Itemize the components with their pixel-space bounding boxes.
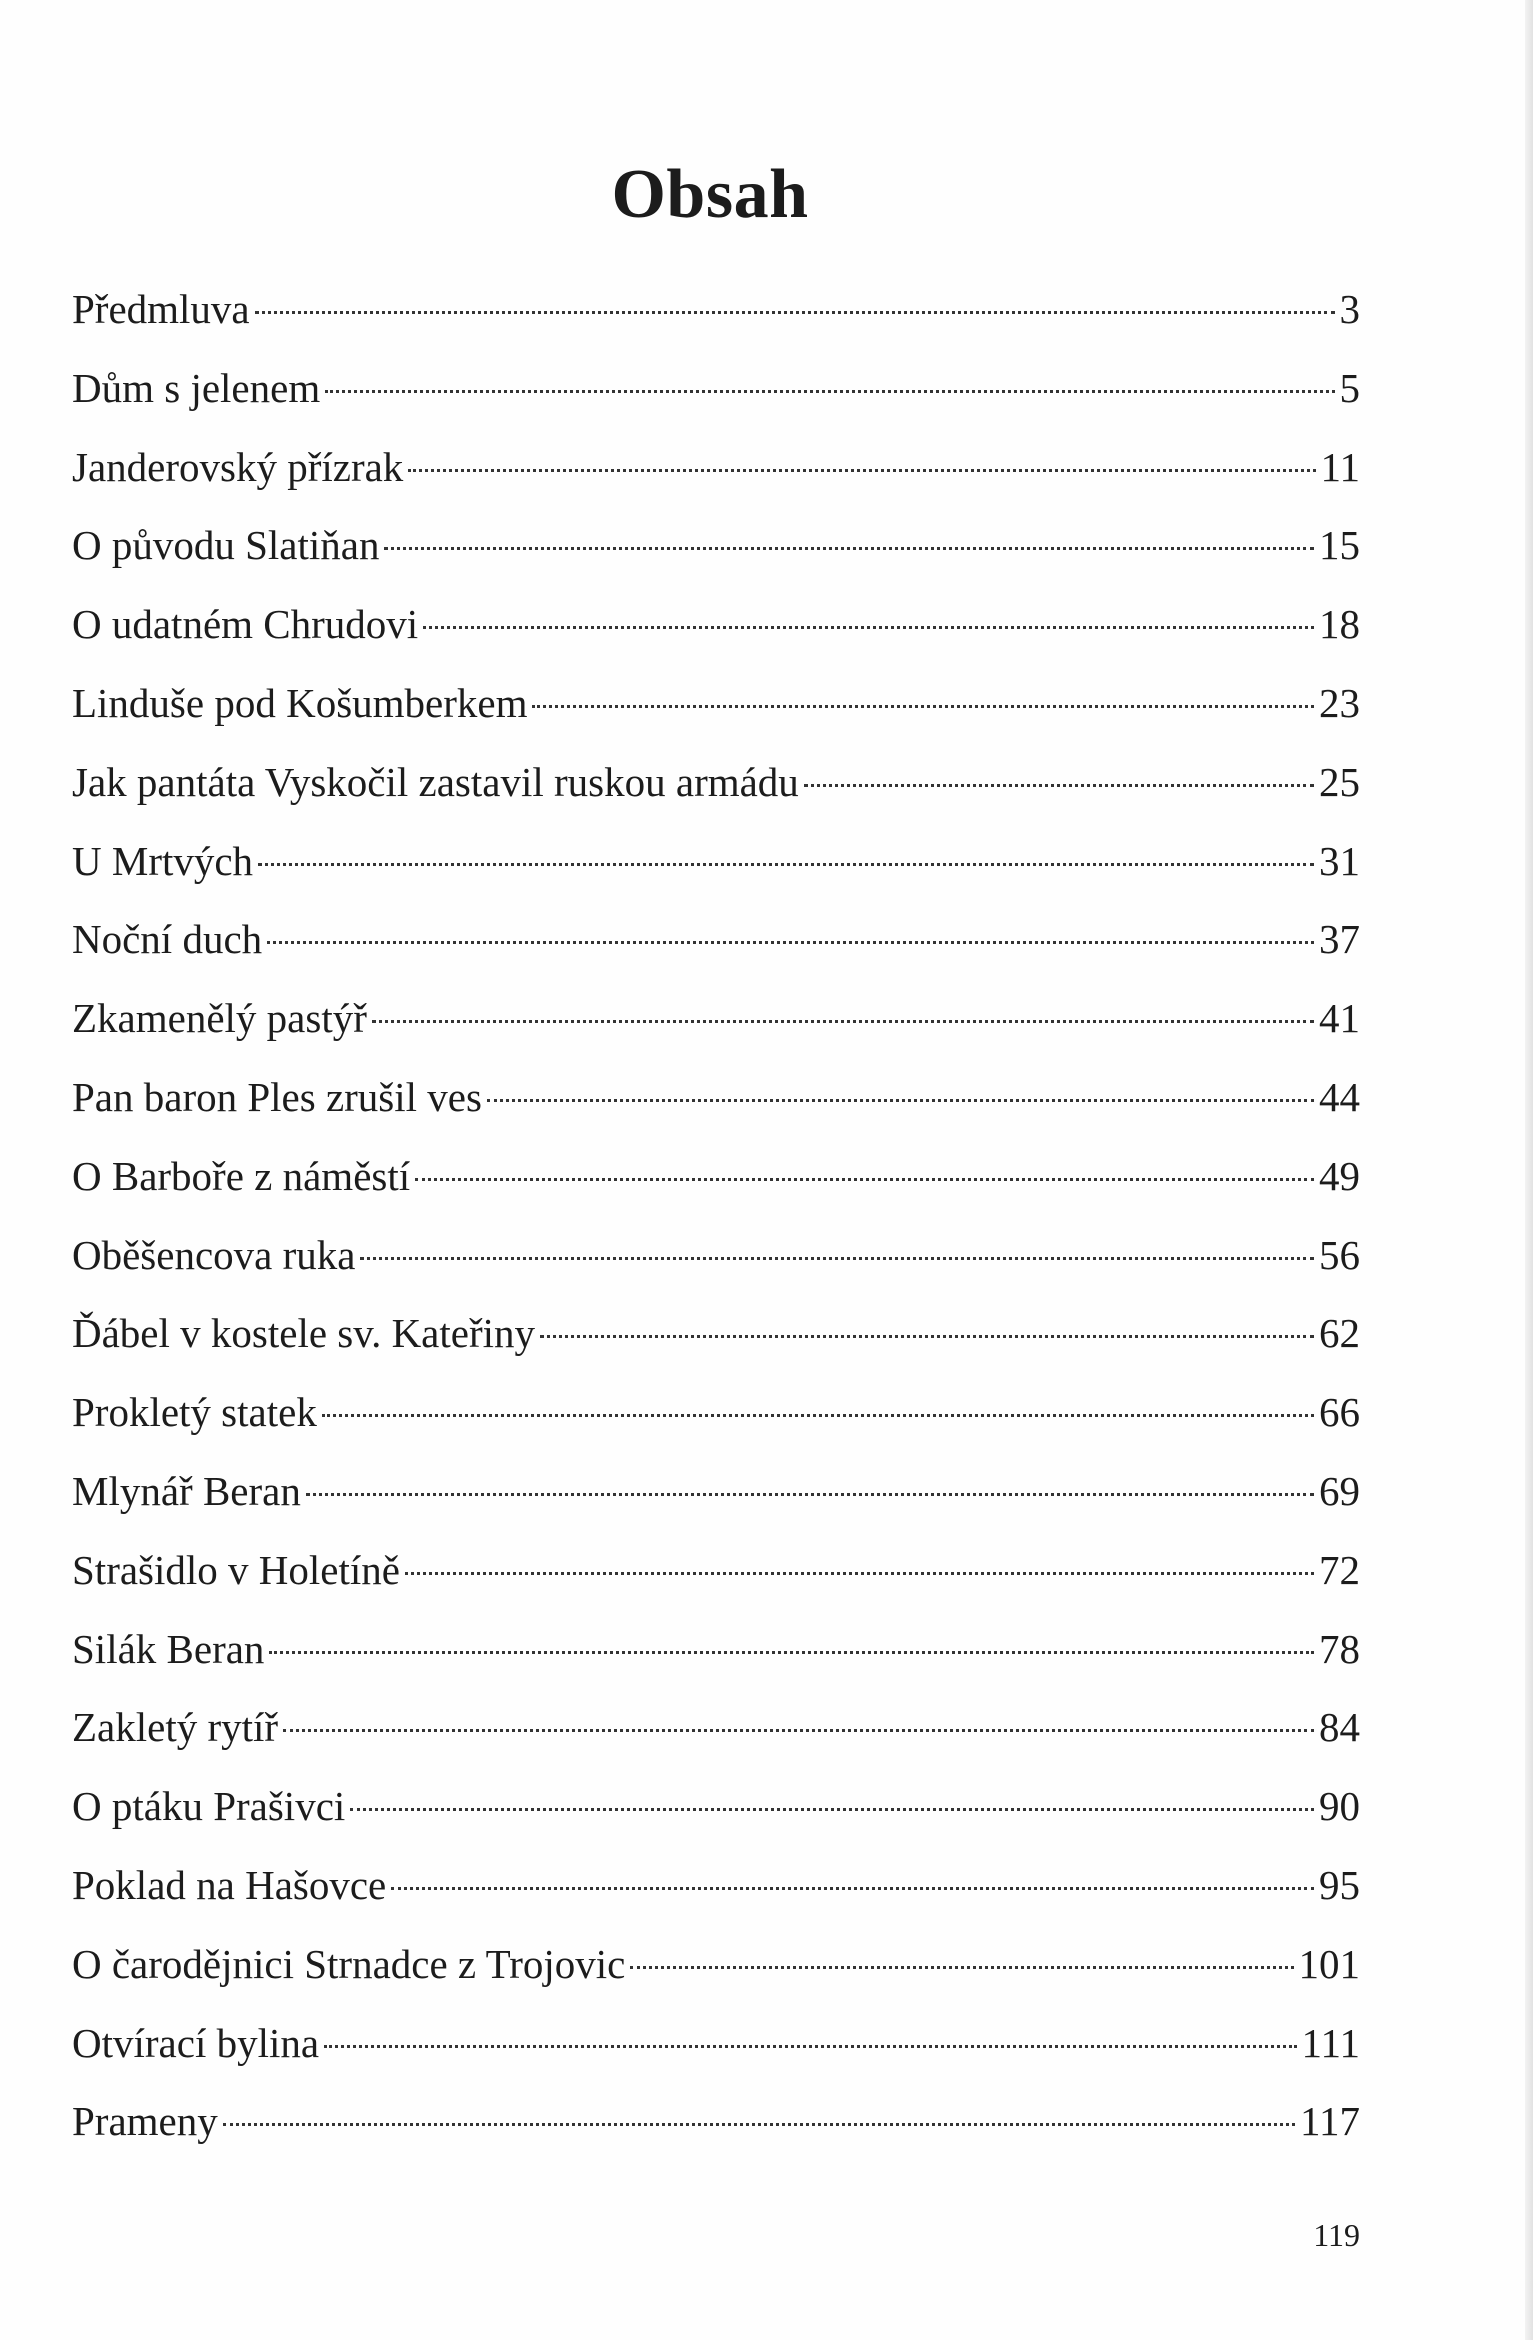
toc-entry-page: 95 xyxy=(1319,1861,1360,1908)
toc-entry-page: 31 xyxy=(1319,837,1360,884)
toc-entry-title: Strašidlo v Holetíně xyxy=(72,1546,400,1593)
toc-dot-leader xyxy=(540,1335,1314,1338)
toc-entry-page: 90 xyxy=(1319,1783,1360,1830)
toc-entry-title: Ďábel v kostele sv. Kateřiny xyxy=(72,1310,536,1357)
toc-entry-page: 3 xyxy=(1339,286,1360,332)
toc-dot-leader xyxy=(322,1414,1314,1417)
toc-dot-leader xyxy=(405,1572,1314,1575)
toc-entry xyxy=(72,1452,1360,1531)
toc-entry xyxy=(72,1688,1360,1767)
toc-entry-title: Dům s jelenem xyxy=(72,364,321,411)
toc-entry-title: Otvírací bylina xyxy=(72,2019,320,2066)
toc-dot-leader xyxy=(487,1099,1314,1102)
table-of-contents xyxy=(72,270,1360,2161)
toc-entry xyxy=(72,270,1360,349)
toc-entry-page: 62 xyxy=(1319,1310,1360,1357)
toc-entry-page: 15 xyxy=(1319,522,1360,569)
toc-dot-leader xyxy=(269,1651,1314,1654)
toc-entry-page: 5 xyxy=(1339,364,1360,411)
toc-entry-title: O Barboře z náměstí xyxy=(72,1152,411,1199)
page-number: 119 xyxy=(1313,2217,1360,2253)
toc-entry xyxy=(72,585,1360,664)
toc-entry xyxy=(72,1846,1360,1925)
toc-entry-title: Janderovský přízrak xyxy=(72,443,404,490)
toc-entry-page: 117 xyxy=(1300,2098,1360,2145)
toc-entry xyxy=(72,1137,1360,1216)
toc-entry-title: Zakletý rytíř xyxy=(72,1704,279,1751)
toc-entry-page: 11 xyxy=(1320,443,1360,490)
toc-entry xyxy=(72,1216,1360,1295)
toc-dot-leader xyxy=(630,1966,1293,1969)
toc-entry xyxy=(72,1610,1360,1689)
toc-dot-leader xyxy=(391,1887,1314,1890)
toc-entry-title: Poklad na Hašovce xyxy=(72,1861,387,1908)
toc-entry-title: Linduše pod Košumberkem xyxy=(72,679,528,726)
toc-entry xyxy=(72,1531,1360,1610)
toc-entry xyxy=(72,1373,1360,1452)
toc-entry-page: 18 xyxy=(1319,601,1360,648)
toc-entry-page: 84 xyxy=(1319,1704,1360,1751)
toc-entry xyxy=(72,2082,1360,2161)
toc-entry xyxy=(72,979,1360,1058)
toc-entry-title: Zkamenělý pastýř xyxy=(72,995,367,1042)
toc-dot-leader xyxy=(350,1808,1314,1811)
toc-dot-leader xyxy=(306,1493,1314,1496)
toc-entry-page: 101 xyxy=(1298,1940,1360,1987)
toc-entry xyxy=(72,743,1360,822)
toc-entry xyxy=(72,428,1360,507)
toc-dot-leader xyxy=(423,626,1314,629)
toc-entry xyxy=(72,1294,1360,1373)
toc-entry xyxy=(72,1058,1360,1137)
toc-entry-title: Noční duch xyxy=(72,916,263,963)
toc-entry-page: 78 xyxy=(1319,1625,1360,1672)
toc-entry-title: O čarodějnici Strnadce z Trojovic xyxy=(72,1940,626,1987)
toc-entry xyxy=(72,900,1360,979)
toc-entry-page: 69 xyxy=(1319,1467,1360,1514)
toc-entry-page: 72 xyxy=(1319,1546,1360,1593)
toc-dot-leader xyxy=(415,1178,1314,1181)
toc-dot-leader xyxy=(258,863,1314,866)
toc-entry-page: 41 xyxy=(1319,995,1360,1042)
toc-dot-leader xyxy=(384,547,1314,550)
toc-entry-page: 56 xyxy=(1319,1231,1360,1278)
toc-dot-leader xyxy=(408,469,1315,472)
page-title: Obsah xyxy=(611,156,809,233)
toc-entry xyxy=(72,2004,1360,2083)
toc-entry-title: Mlynář Beran xyxy=(72,1467,301,1514)
toc-dot-leader xyxy=(255,311,1335,314)
toc-entry-title: Prokletý statek xyxy=(72,1389,317,1436)
toc-dot-leader xyxy=(372,1020,1314,1023)
toc-entry-title: O původu Slatiňan xyxy=(72,522,380,569)
toc-entry xyxy=(72,349,1360,428)
toc-entry xyxy=(72,664,1360,743)
toc-entry-title: O udatném Chrudovi xyxy=(72,601,419,648)
toc-entry-title: O ptáku Prašivci xyxy=(72,1783,346,1830)
toc-dot-leader xyxy=(325,390,1334,393)
toc-entry-title: Silák Beran xyxy=(72,1625,265,1672)
toc-dot-leader xyxy=(804,784,1314,787)
toc-entry-page: 66 xyxy=(1319,1389,1360,1436)
toc-entry-title: Prameny xyxy=(72,2098,218,2145)
toc-dot-leader xyxy=(324,2045,1296,2048)
toc-dot-leader xyxy=(532,705,1314,708)
page-edge-shadow xyxy=(1525,0,1533,2340)
toc-entry xyxy=(72,822,1360,901)
toc-entry xyxy=(72,506,1360,585)
toc-entry-page: 111 xyxy=(1301,2019,1360,2066)
toc-entry-page: 23 xyxy=(1319,679,1360,726)
toc-entry xyxy=(72,1767,1360,1846)
toc-entry-title: Jak pantáta Vyskočil zastavil ruskou armádu xyxy=(72,758,799,805)
toc-entry-title: U Mrtvých xyxy=(72,837,254,884)
toc-entry-title: Oběšencova ruka xyxy=(72,1231,356,1278)
toc-dot-leader xyxy=(360,1257,1314,1260)
toc-entry-title: Pan baron Ples zrušil ves xyxy=(72,1073,482,1120)
toc-dot-leader xyxy=(267,941,1314,944)
toc-entry-page: 37 xyxy=(1319,916,1360,963)
toc-entry-page: 44 xyxy=(1319,1073,1360,1120)
toc-entry-title: Předmluva xyxy=(72,286,250,332)
toc-entry-page: 49 xyxy=(1319,1152,1360,1199)
toc-dot-leader xyxy=(223,2123,1295,2126)
toc-entry xyxy=(72,1925,1360,2004)
toc-entry-page: 25 xyxy=(1319,758,1360,805)
toc-dot-leader xyxy=(283,1729,1314,1732)
